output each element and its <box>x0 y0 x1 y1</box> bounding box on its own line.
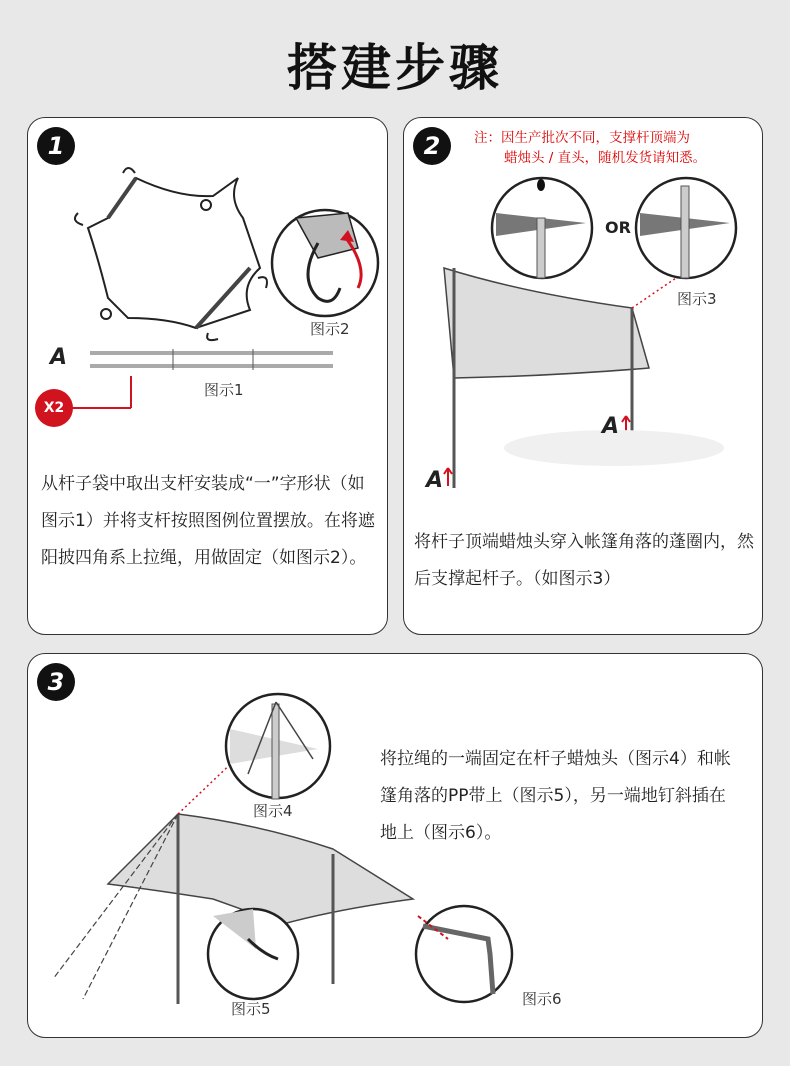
step-2-number: 2 <box>413 127 451 165</box>
pole-label-a-right: A <box>602 414 620 439</box>
page-title: 搭建步骤 <box>287 39 503 97</box>
or-label: OR <box>605 218 631 237</box>
pole-label-a: A <box>50 345 68 370</box>
note-line-1: 注：因生产批次不同，支撑杆顶端为 <box>474 130 690 146</box>
note-line-2: 蜡烛头 / 直头，随机发货请知悉。 <box>504 150 707 166</box>
step-2-illustration <box>404 118 764 518</box>
step-1-number: 1 <box>37 127 75 165</box>
pole-label-a-left: A <box>426 468 444 493</box>
step-1-card <box>27 117 388 635</box>
fig3-label: 图示3 <box>677 290 717 308</box>
step-2-description: 将杆子顶端蜡烛头穿入帐篷角落的蓬圈内，然后支撑起杆子。（如图示3） <box>414 532 754 589</box>
x2-badge: X2 <box>43 400 65 416</box>
step-3-description: 将拉绳的一端固定在杆子蜡烛头（图示4）和帐篷角落的PP带上（图示5），另一端地钉斜插在地上（图示6）。 <box>380 749 731 843</box>
step-3-number: 3 <box>37 663 75 701</box>
step-3-card <box>27 653 763 1038</box>
step-1-description: 从杆子袋中取出支杆安装成“一”字形状（如图示1）并将支杆按照图例位置摆放。在将遮阳披四角系上拉绳，用做固定（如图示2）。 <box>41 474 375 568</box>
fig4-label: 图示4 <box>253 802 293 820</box>
fig2-label: 图示2 <box>310 320 350 338</box>
step-2-card <box>403 117 763 635</box>
fig1-label: 图示1 <box>204 381 244 399</box>
tarp-shape <box>88 178 260 328</box>
fig5-label: 图示5 <box>231 1000 271 1018</box>
fig6-label: 图示6 <box>522 990 562 1008</box>
